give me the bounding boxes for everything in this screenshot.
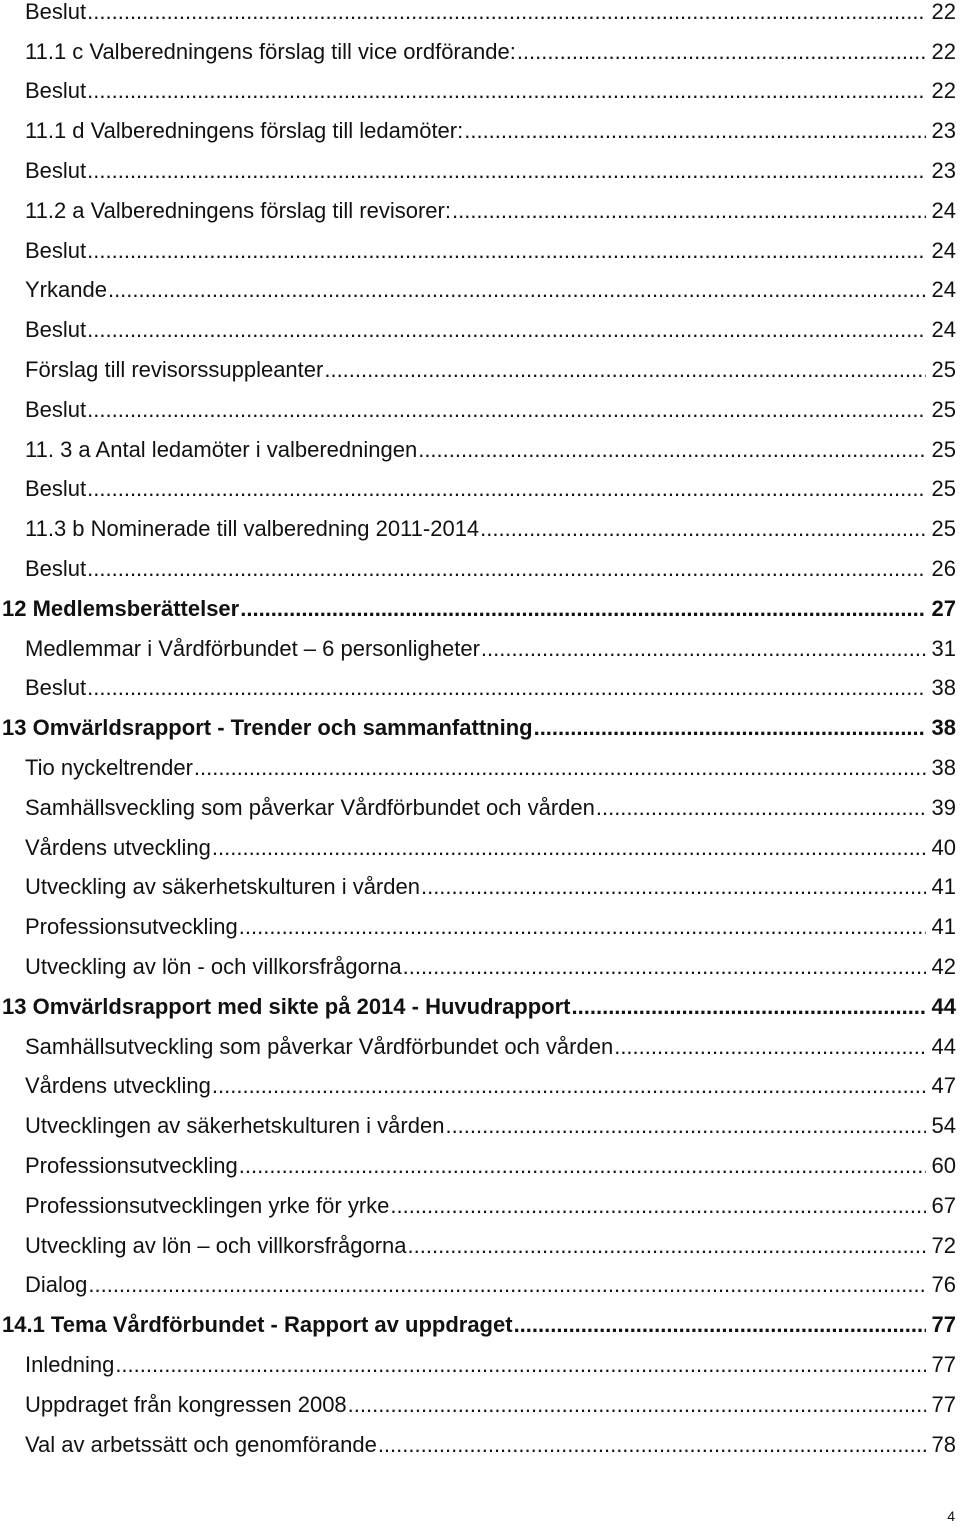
toc-entry-page: 78 xyxy=(931,1431,956,1457)
toc-entry[interactable] xyxy=(0,1305,956,1345)
toc-entry-title: Beslut xyxy=(25,556,87,582)
toc-entry-title: Samhällsutveckling som påverkar Vårdförbundet och vården xyxy=(25,1033,614,1059)
toc-leader-dots xyxy=(88,1274,926,1296)
toc-leader-dots xyxy=(87,399,926,421)
toc-entry[interactable] xyxy=(0,907,956,947)
toc-leader-dots xyxy=(87,160,926,182)
toc-entry-title: Professionsutveckling xyxy=(25,914,238,940)
toc-entry[interactable] xyxy=(0,788,956,828)
toc-entry-page: 22 xyxy=(931,0,956,24)
toc-leader-dots xyxy=(596,797,926,819)
toc-entry-title: Professionsutvecklingen yrke för yrke xyxy=(25,1192,390,1218)
toc-leader-dots xyxy=(87,80,926,102)
toc-entry[interactable] xyxy=(0,947,956,987)
toc-entry[interactable] xyxy=(0,629,956,669)
toc-entry[interactable] xyxy=(0,748,956,788)
toc-entry-page: 54 xyxy=(931,1113,956,1139)
toc-entry-page: 41 xyxy=(931,914,956,940)
toc-entry[interactable] xyxy=(0,151,956,191)
toc-entry-title: Medlemmar i Vårdförbundet – 6 personligheter xyxy=(25,635,480,661)
toc-entry[interactable] xyxy=(0,1266,956,1306)
toc-entry-title: Beslut xyxy=(25,237,87,263)
toc-leader-dots xyxy=(514,1314,926,1336)
toc-entry-page: 47 xyxy=(931,1073,956,1099)
toc-entry-title: Vårdens utveckling xyxy=(25,1073,211,1099)
toc-entry[interactable] xyxy=(0,32,956,72)
toc-entry[interactable] xyxy=(0,191,956,231)
toc-entry-title: Beslut xyxy=(25,0,87,24)
toc-entry-page: 22 xyxy=(931,78,956,104)
page-number: 4 xyxy=(947,1508,955,1524)
toc-entry-title: Professionsutveckling xyxy=(25,1153,238,1178)
toc-entry-page: 24 xyxy=(931,237,956,263)
toc-leader-dots xyxy=(517,41,926,63)
toc-leader-dots xyxy=(418,439,926,461)
toc-entry[interactable] xyxy=(0,111,956,151)
toc-entry[interactable] xyxy=(0,390,956,430)
toc-leader-dots xyxy=(348,1394,926,1416)
toc-entry-title: 11.3 b Nominerade till valberedning 2011-2014 xyxy=(25,516,480,542)
toc-entry[interactable] xyxy=(0,549,956,589)
toc-leader-dots xyxy=(481,638,926,660)
toc-entry[interactable] xyxy=(0,828,956,868)
toc-entry-title: Utveckling av lön – och villkorsfrågorna xyxy=(25,1232,407,1258)
toc-entry-title: Beslut xyxy=(25,78,87,104)
toc-leader-dots xyxy=(390,1195,926,1217)
toc-leader-dots xyxy=(87,677,926,699)
toc-entry[interactable] xyxy=(0,231,956,271)
toc-leader-dots xyxy=(572,996,926,1018)
toc-leader-dots xyxy=(108,279,926,301)
toc-entry-page: 23 xyxy=(931,118,956,144)
toc-entry[interactable] xyxy=(0,987,956,1027)
toc-entry-page: 23 xyxy=(931,158,956,184)
toc-entry[interactable] xyxy=(0,1226,956,1266)
toc-entry-page: 38 xyxy=(931,715,956,741)
toc-entry[interactable] xyxy=(0,1425,956,1465)
toc-entry-page: 25 xyxy=(931,396,956,422)
toc-entry-title: 11. 3 a Antal ledamöter i valberedningen xyxy=(25,436,418,462)
toc-leader-dots xyxy=(87,478,926,500)
toc-leader-dots xyxy=(87,1,926,23)
toc-entry[interactable] xyxy=(0,1067,956,1107)
toc-entry-title: Samhällsveckling som påverkar Vårdförbundet och vården xyxy=(25,794,595,820)
toc-leader-dots xyxy=(87,319,926,341)
toc-entry-page: 38 xyxy=(931,675,956,701)
toc-entry-title: Vårdens utveckling xyxy=(25,834,211,860)
toc-entry-title: Utveckling av säkerhetskulturen i vården xyxy=(25,874,420,900)
toc-leader-dots xyxy=(464,120,926,142)
toc-entry-page: 60 xyxy=(931,1153,956,1178)
toc-entry-title: Utveckling av lön - och villkorsfrågorna xyxy=(25,954,402,980)
toc-entry-title: Uppdraget från kongressen 2008 xyxy=(25,1391,347,1417)
toc-entry-page: 77 xyxy=(931,1351,956,1377)
toc-leader-dots xyxy=(324,359,926,381)
toc-entry-title: 13 Omvärldsrapport med sikte på 2014 - Huvudrapport xyxy=(2,993,571,1019)
toc-leader-dots xyxy=(212,1075,926,1097)
toc-entry-page: 77 xyxy=(931,1312,956,1338)
toc-entry[interactable] xyxy=(0,669,956,709)
toc-entry-title: Val av arbetssätt och genomförande xyxy=(25,1431,377,1457)
toc-entry-page: 40 xyxy=(931,834,956,860)
toc-entry-title: Dialog xyxy=(25,1272,88,1298)
toc-entry-page: 44 xyxy=(931,993,956,1019)
toc-leader-dots xyxy=(421,876,926,898)
toc-leader-dots xyxy=(87,240,926,262)
toc-entry-page: 24 xyxy=(931,197,956,223)
toc-entry[interactable] xyxy=(0,589,956,629)
toc-entry-title: Beslut xyxy=(25,396,87,422)
toc-entry-title: 14.1 Tema Vårdförbundet - Rapport av uppdraget xyxy=(2,1312,513,1338)
toc-entry-title: Beslut xyxy=(25,476,87,502)
toc-leader-dots xyxy=(534,717,926,739)
toc-entry-page: 24 xyxy=(931,277,956,303)
toc-entry[interactable] xyxy=(0,1106,956,1146)
toc-entry-page: 72 xyxy=(931,1232,956,1258)
toc-leader-dots xyxy=(212,837,926,859)
toc-entry[interactable] xyxy=(0,1146,956,1186)
toc-entry-title: 12 Medlemsberättelser xyxy=(2,595,240,621)
toc-leader-dots xyxy=(403,956,926,978)
toc-entry[interactable] xyxy=(0,430,956,470)
toc-entry[interactable] xyxy=(0,1385,956,1425)
toc-entry-title: 11.1 c Valberedningens förslag till vice ordförande: xyxy=(25,38,516,64)
toc-leader-dots xyxy=(239,916,926,938)
toc-leader-dots xyxy=(378,1434,926,1456)
toc-entry-page: 77 xyxy=(931,1391,956,1417)
toc-leader-dots xyxy=(445,1115,926,1137)
toc-entry-title: 13 Omvärldsrapport - Trender och sammanfattning xyxy=(2,715,533,741)
toc-entry-page: 67 xyxy=(931,1192,956,1218)
toc-entry-page: 42 xyxy=(931,954,956,980)
toc-leader-dots xyxy=(614,1036,926,1058)
toc-entry[interactable] xyxy=(0,708,956,748)
toc-entry-title: Inledning xyxy=(25,1351,115,1377)
toc-entry[interactable] xyxy=(0,1186,956,1226)
toc-entry-title: Förslag till revisorssuppleanter xyxy=(25,357,324,383)
toc-entry-title: Beslut xyxy=(25,675,87,701)
toc-entry-page: 25 xyxy=(931,436,956,462)
toc-entry-page: 39 xyxy=(931,794,956,820)
toc-entry-page: 41 xyxy=(931,874,956,900)
toc-entry[interactable] xyxy=(0,470,956,510)
toc-entry-page: 25 xyxy=(931,357,956,383)
toc-leader-dots xyxy=(480,518,926,540)
toc-entry-title: Beslut xyxy=(25,317,87,343)
toc-leader-dots xyxy=(87,558,926,580)
toc-entry-title: 11.1 d Valberedningens förslag till ledamöter: xyxy=(25,118,464,144)
toc-entry-page: 27 xyxy=(931,595,956,621)
toc-entry[interactable] xyxy=(0,271,956,311)
toc-entry-page: 24 xyxy=(931,317,956,343)
toc-entry[interactable] xyxy=(0,72,956,112)
toc-entry[interactable] xyxy=(0,310,956,350)
toc-entry[interactable] xyxy=(0,1345,956,1385)
toc-entry[interactable] xyxy=(0,0,956,32)
toc-entry[interactable] xyxy=(0,1027,956,1067)
toc-entry-title: Utvecklingen av säkerhetskulturen i vården xyxy=(25,1113,445,1139)
toc-leader-dots xyxy=(240,598,926,620)
toc-entry-page: 76 xyxy=(931,1272,956,1298)
toc-entry[interactable] xyxy=(0,350,956,390)
toc-entry-page: 26 xyxy=(931,556,956,582)
toc-entry-title: Tio nyckeltrender xyxy=(25,755,193,781)
toc-entry-page: 25 xyxy=(931,516,956,542)
toc-entry-title: 11.2 a Valberedningens förslag till revisorer: xyxy=(25,197,451,223)
toc-entry[interactable] xyxy=(0,509,956,549)
toc-entry-page: 22 xyxy=(931,38,956,64)
toc-entry-title: Yrkande xyxy=(25,277,107,303)
toc-entry-page: 38 xyxy=(931,755,956,781)
toc-leader-dots xyxy=(115,1354,926,1376)
toc-leader-dots xyxy=(408,1235,926,1257)
toc-entry-title: Beslut xyxy=(25,158,87,184)
toc-leader-dots xyxy=(194,757,926,779)
toc-leader-dots xyxy=(239,1155,926,1177)
toc-leader-dots xyxy=(452,200,926,222)
toc-entry-page: 25 xyxy=(931,476,956,502)
toc-entry-page: 44 xyxy=(931,1033,956,1059)
toc-entry-page: 31 xyxy=(931,635,956,661)
toc-entry[interactable] xyxy=(0,868,956,908)
